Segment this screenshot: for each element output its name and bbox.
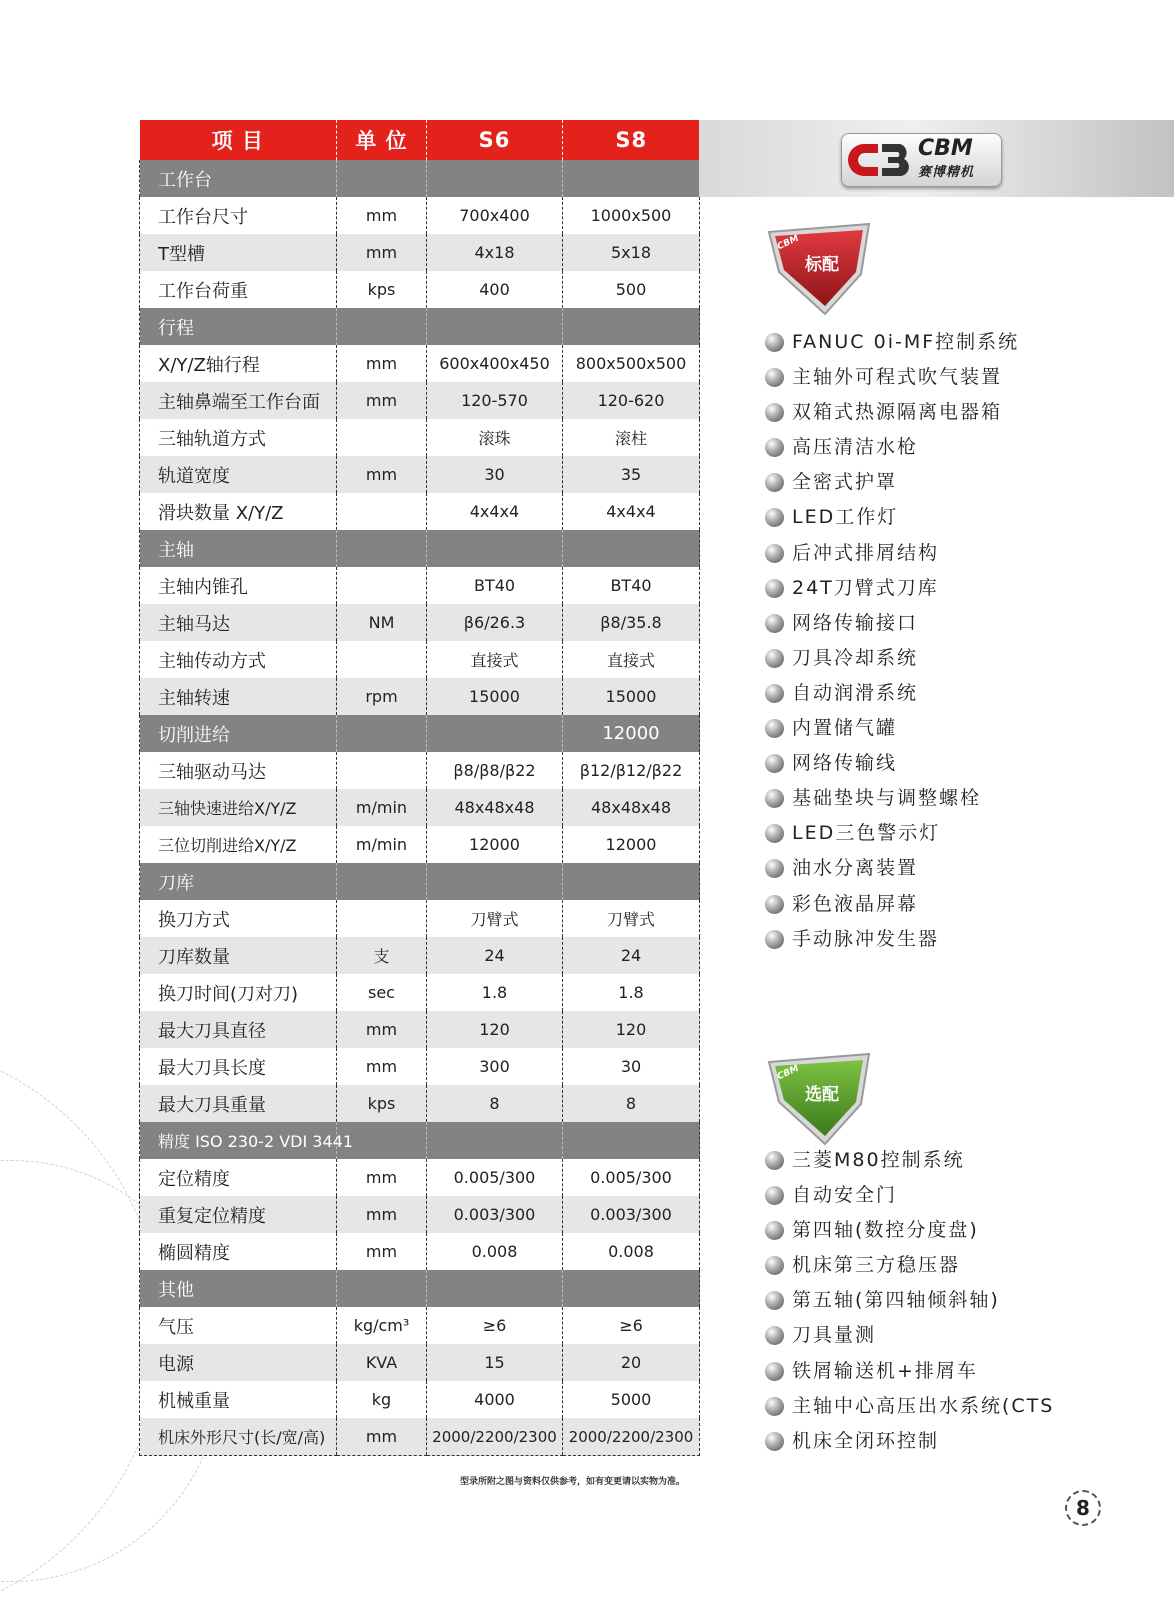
unit-cell <box>337 160 427 197</box>
unit-cell: mm <box>337 197 427 234</box>
bullet-icon <box>765 1362 784 1381</box>
s8-value: 直接式 <box>563 641 700 678</box>
standard-badge <box>765 222 875 317</box>
s8-value: 12000 <box>563 715 700 752</box>
feature-text: 双箱式热源隔离电器箱 <box>792 401 1003 424</box>
row-label: 轨道宽度 <box>140 456 337 493</box>
row-label: 最大刀具长度 <box>140 1048 337 1085</box>
table-row <box>140 419 700 456</box>
s8-value: 500 <box>563 271 700 308</box>
standard-badge-brand: CBM <box>775 233 801 253</box>
s6-value: 4000 <box>427 1381 563 1418</box>
s8-value: 0.003/300 <box>563 1196 700 1233</box>
bullet-icon <box>765 859 784 878</box>
bullet-icon <box>765 544 784 563</box>
table-row <box>140 1418 700 1456</box>
table-row <box>140 1159 700 1196</box>
s8-value: 0.008 <box>563 1233 700 1270</box>
s8-value: 0.005/300 <box>563 1159 700 1196</box>
s6-value <box>427 530 563 567</box>
row-label: 机械重量 <box>140 1381 337 1418</box>
table-row <box>140 1233 700 1270</box>
s8-value: 8 <box>563 1085 700 1122</box>
row-label: 电源 <box>140 1344 337 1381</box>
unit-cell: m/min <box>337 826 427 863</box>
s6-value: 0.008 <box>427 1233 563 1270</box>
bullet-icon <box>765 508 784 527</box>
row-label: 机床外形尺寸(长/宽/高) <box>140 1418 337 1456</box>
unit-cell: mm <box>337 234 427 271</box>
row-label: 刀库数量 <box>140 937 337 974</box>
unit-cell: mm <box>337 382 427 419</box>
s6-value <box>427 1270 563 1307</box>
s8-value <box>563 1122 700 1159</box>
bullet-icon <box>765 368 784 387</box>
s8-value <box>563 863 700 900</box>
section-row <box>140 863 700 900</box>
spec-table-body <box>140 160 700 1456</box>
table-row <box>140 567 700 604</box>
unit-cell: mm <box>337 1418 427 1456</box>
table-row <box>140 345 700 382</box>
bullet-icon <box>765 1397 784 1416</box>
row-label: 切削进给 <box>140 715 337 752</box>
table-row <box>140 604 700 641</box>
table-row <box>140 752 700 789</box>
table-row <box>140 1381 700 1418</box>
s8-value: 1000x500 <box>563 197 700 234</box>
s6-value: β8/β8/β22 <box>427 752 563 789</box>
s6-value: 0.005/300 <box>427 1159 563 1196</box>
row-label: 主轴内锥孔 <box>140 567 337 604</box>
unit-cell: kg <box>337 1381 427 1418</box>
unit-cell: NM <box>337 604 427 641</box>
standard-feature-item <box>765 641 1019 676</box>
unit-cell <box>337 641 427 678</box>
s8-value: 48x48x48 <box>563 789 700 826</box>
bullet-icon <box>765 754 784 773</box>
s8-value: 5000 <box>563 1381 700 1418</box>
s6-value: β6/26.3 <box>427 604 563 641</box>
row-label: 其他 <box>140 1270 337 1307</box>
brand-logo <box>841 133 1002 187</box>
s6-value <box>427 308 563 345</box>
standard-feature-item <box>765 887 1019 922</box>
table-row <box>140 1307 700 1344</box>
standard-feature-item <box>765 816 1019 851</box>
header-s8: S8 <box>563 120 700 160</box>
row-label: 定位精度 <box>140 1159 337 1196</box>
table-row <box>140 197 700 234</box>
cbm-logo-icon <box>848 138 914 182</box>
optional-badge-brand: CBM <box>775 1063 801 1083</box>
row-label: 气压 <box>140 1307 337 1344</box>
row-label: 主轴 <box>140 530 337 567</box>
unit-cell: kg/cm³ <box>337 1307 427 1344</box>
feature-text: 机床全闭环控制 <box>792 1429 940 1452</box>
header-item: 项 目 <box>140 120 337 160</box>
row-label: 椭圆精度 <box>140 1233 337 1270</box>
unit-cell <box>337 1270 427 1307</box>
feature-text: LED工作灯 <box>792 506 899 529</box>
feature-text: 刀具量测 <box>792 1324 877 1347</box>
s8-value <box>563 530 700 567</box>
s8-value: 800x500x500 <box>563 345 700 382</box>
row-label: 精度 ISO 230-2 VDI 3441 <box>140 1122 337 1159</box>
optional-feature-item <box>765 1389 1054 1424</box>
s8-value: 24 <box>563 937 700 974</box>
bullet-icon <box>765 438 784 457</box>
unit-cell <box>337 419 427 456</box>
s6-value: 300 <box>427 1048 563 1085</box>
page-number: 8 <box>1065 1490 1101 1526</box>
s6-value: 15 <box>427 1344 563 1381</box>
s6-value: 120 <box>427 1011 563 1048</box>
table-row <box>140 1011 700 1048</box>
feature-text: LED三色警示灯 <box>792 822 941 845</box>
standard-feature-item <box>765 395 1019 430</box>
feature-text: 自动润滑系统 <box>792 681 919 704</box>
unit-cell <box>337 530 427 567</box>
row-label: 主轴鼻端至工作台面 <box>140 382 337 419</box>
s8-value: 120 <box>563 1011 700 1048</box>
feature-text: 网络传输接口 <box>792 611 919 634</box>
unit-cell: mm <box>337 1159 427 1196</box>
bullet-icon <box>765 1221 784 1240</box>
table-row <box>140 826 700 863</box>
standard-feature-item <box>765 711 1019 746</box>
row-label: 三轴轨道方式 <box>140 419 337 456</box>
feature-text: 油水分离装置 <box>792 857 919 880</box>
row-label: 主轴马达 <box>140 604 337 641</box>
optional-feature-item <box>765 1318 1054 1353</box>
s6-value: 24 <box>427 937 563 974</box>
optional-feature-item <box>765 1283 1054 1318</box>
s6-value: 15000 <box>427 678 563 715</box>
row-label: 最大刀具直径 <box>140 1011 337 1048</box>
unit-cell <box>337 567 427 604</box>
s6-value: 1.8 <box>427 974 563 1011</box>
table-row <box>140 456 700 493</box>
s6-value: 30 <box>427 456 563 493</box>
table-row <box>140 1344 700 1381</box>
unit-cell <box>337 493 427 530</box>
optional-feature-item <box>765 1213 1054 1248</box>
s8-value: β12/β12/β22 <box>563 752 700 789</box>
row-label: 三位切削进给X/Y/Z <box>140 826 337 863</box>
feature-text: 铁屑输送机+排屑车 <box>792 1359 978 1382</box>
unit-cell: mm <box>337 1233 427 1270</box>
bullet-icon <box>765 930 784 949</box>
bullet-icon <box>765 1291 784 1310</box>
s6-value: 120-570 <box>427 382 563 419</box>
table-row <box>140 678 700 715</box>
feature-text: 高压清洁水枪 <box>792 436 919 459</box>
logo-text-cn: 赛博精机 <box>918 165 975 180</box>
bullet-icon <box>765 895 784 914</box>
row-label: X/Y/Z轴行程 <box>140 345 337 382</box>
bullet-icon <box>765 789 784 808</box>
feature-text: 手动脉冲发生器 <box>792 927 940 950</box>
s6-value: 48x48x48 <box>427 789 563 826</box>
table-row <box>140 493 700 530</box>
feature-text: 三菱M80控制系统 <box>792 1149 965 1171</box>
bullet-icon <box>765 1151 784 1170</box>
unit-cell: mm <box>337 456 427 493</box>
table-row <box>140 1196 700 1233</box>
optional-feature-item <box>765 1354 1054 1389</box>
bullet-icon <box>765 403 784 422</box>
row-label: 重复定位精度 <box>140 1196 337 1233</box>
table-header-row <box>140 120 700 160</box>
row-label: 主轴传动方式 <box>140 641 337 678</box>
s6-value: 400 <box>427 271 563 308</box>
table-row <box>140 271 700 308</box>
unit-cell: mm <box>337 1011 427 1048</box>
standard-feature-item <box>765 360 1019 395</box>
feature-text: 网络传输线 <box>792 752 898 775</box>
s6-value: 8 <box>427 1085 563 1122</box>
standard-feature-item <box>765 781 1019 816</box>
standard-feature-item <box>765 325 1019 360</box>
s8-value: 15000 <box>563 678 700 715</box>
row-label: 刀库 <box>140 863 337 900</box>
s6-value: BT40 <box>427 567 563 604</box>
logo-text-en: CBM <box>918 136 973 161</box>
s6-value <box>427 1122 563 1159</box>
unit-cell: mm <box>337 1196 427 1233</box>
section-row <box>140 530 700 567</box>
s8-value: 12000 <box>563 826 700 863</box>
section-row <box>140 160 700 197</box>
section-row <box>140 308 700 345</box>
header-unit: 单 位 <box>337 120 427 160</box>
bullet-icon <box>765 684 784 703</box>
s6-value: 4x18 <box>427 234 563 271</box>
optional-feature-item <box>765 1424 1054 1459</box>
s8-value: β8/35.8 <box>563 604 700 641</box>
optional-feature-item <box>765 1143 1054 1178</box>
s6-value <box>427 715 563 752</box>
bullet-icon <box>765 333 784 352</box>
s6-value: ≥6 <box>427 1307 563 1344</box>
feature-text: 第五轴(第四轴倾斜轴) <box>792 1289 1000 1312</box>
s8-value: 120-620 <box>563 382 700 419</box>
s8-value: 2000/2200/2300 <box>563 1418 700 1456</box>
row-label: 三轴驱动马达 <box>140 752 337 789</box>
standard-feature-item <box>765 746 1019 781</box>
standard-feature-item <box>765 606 1019 641</box>
standard-feature-item <box>765 922 1019 957</box>
feature-text: 刀具冷却系统 <box>792 646 919 669</box>
s8-value: BT40 <box>563 567 700 604</box>
feature-text: 机床第三方稳压器 <box>792 1254 961 1277</box>
bullet-icon <box>765 719 784 738</box>
row-label: 换刀方式 <box>140 900 337 937</box>
s8-value: 35 <box>563 456 700 493</box>
bullet-icon <box>765 824 784 843</box>
unit-cell: KVA <box>337 1344 427 1381</box>
row-label: T型槽 <box>140 234 337 271</box>
table-row <box>140 789 700 826</box>
row-label: 工作台 <box>140 160 337 197</box>
s6-value: 刀臂式 <box>427 900 563 937</box>
bullet-icon <box>765 614 784 633</box>
s6-value: 12000 <box>427 826 563 863</box>
table-row <box>140 900 700 937</box>
standard-features-list <box>765 325 1019 957</box>
s8-value <box>563 308 700 345</box>
standard-feature-item <box>765 676 1019 711</box>
unit-cell <box>337 863 427 900</box>
section-row <box>140 1122 700 1159</box>
feature-text: 24T刀臂式刀库 <box>792 576 939 599</box>
standard-feature-item <box>765 500 1019 535</box>
unit-cell: mm <box>337 345 427 382</box>
s8-value: 滚柱 <box>563 419 700 456</box>
s6-value: 直接式 <box>427 641 563 678</box>
unit-cell: sec <box>337 974 427 1011</box>
feature-text: 自动安全门 <box>792 1184 898 1207</box>
header-s6: S6 <box>427 120 563 160</box>
unit-cell: mm <box>337 1048 427 1085</box>
standard-feature-item <box>765 851 1019 886</box>
s8-value: 刀臂式 <box>563 900 700 937</box>
feature-text: 内置储气罐 <box>792 717 898 740</box>
s6-value: 2000/2200/2300 <box>427 1418 563 1456</box>
section-row <box>140 715 700 752</box>
standard-feature-item <box>765 536 1019 571</box>
optional-features-list <box>765 1143 1054 1459</box>
bullet-icon <box>765 649 784 668</box>
s8-value <box>563 1270 700 1307</box>
feature-text: 全密式护罩 <box>792 471 898 494</box>
bullet-icon <box>765 1326 784 1345</box>
feature-text: 主轴中心高压出水系统(CTS <box>792 1394 1055 1417</box>
standard-feature-item <box>765 465 1019 500</box>
standard-feature-item <box>765 430 1019 465</box>
optional-feature-item <box>765 1178 1054 1213</box>
table-row <box>140 382 700 419</box>
standard-badge-label: 标配 <box>805 255 839 275</box>
optional-feature-item <box>765 1248 1054 1283</box>
s6-value: 4x4x4 <box>427 493 563 530</box>
row-label: 工作台荷重 <box>140 271 337 308</box>
s6-value <box>427 160 563 197</box>
s6-value <box>427 863 563 900</box>
table-row <box>140 974 700 1011</box>
optional-badge-label: 选配 <box>805 1085 839 1105</box>
unit-cell: m/min <box>337 789 427 826</box>
bullet-icon <box>765 473 784 492</box>
s8-value: 20 <box>563 1344 700 1381</box>
table-row <box>140 641 700 678</box>
s6-value: 滚珠 <box>427 419 563 456</box>
unit-cell <box>337 715 427 752</box>
bullet-icon <box>765 579 784 598</box>
optional-badge <box>765 1052 875 1147</box>
row-label: 工作台尺寸 <box>140 197 337 234</box>
row-label: 主轴转速 <box>140 678 337 715</box>
feature-text: 第四轴(数控分度盘) <box>792 1219 979 1242</box>
feature-text: 后冲式排屑结构 <box>792 541 940 564</box>
s8-value: 4x4x4 <box>563 493 700 530</box>
unit-cell <box>337 308 427 345</box>
table-row <box>140 1048 700 1085</box>
s8-value: 30 <box>563 1048 700 1085</box>
table-row <box>140 234 700 271</box>
unit-cell: 支 <box>337 937 427 974</box>
unit-cell: kps <box>337 1085 427 1122</box>
feature-text: 彩色液晶屏幕 <box>792 892 919 915</box>
unit-cell: kps <box>337 271 427 308</box>
s8-value: 1.8 <box>563 974 700 1011</box>
disclaimer-note: 型录所附之图与资料仅供参考，如有变更请以实物为准。 <box>460 1477 686 1487</box>
section-row <box>140 1270 700 1307</box>
s8-value <box>563 160 700 197</box>
s6-value: 600x400x450 <box>427 345 563 382</box>
unit-cell <box>337 900 427 937</box>
bullet-icon <box>765 1186 784 1205</box>
spec-table <box>139 120 699 1456</box>
row-label: 换刀时间(刀对刀) <box>140 974 337 1011</box>
s6-value: 0.003/300 <box>427 1196 563 1233</box>
row-label: 行程 <box>140 308 337 345</box>
bullet-icon <box>765 1432 784 1451</box>
row-label: 最大刀具重量 <box>140 1085 337 1122</box>
s6-value: 700x400 <box>427 197 563 234</box>
row-label: 三轴快速进给X/Y/Z <box>140 789 337 826</box>
table-row <box>140 937 700 974</box>
s8-value: ≥6 <box>563 1307 700 1344</box>
feature-text: 主轴外可程式吹气装置 <box>792 366 1003 389</box>
row-label: 滑块数量 X/Y/Z <box>140 493 337 530</box>
table-row <box>140 1085 700 1122</box>
unit-cell: rpm <box>337 678 427 715</box>
feature-text: FANUC 0i-MF控制系统 <box>792 331 1020 353</box>
standard-feature-item <box>765 571 1019 606</box>
feature-text: 基础垫块与调整螺栓 <box>792 787 982 810</box>
s8-value: 5x18 <box>563 234 700 271</box>
unit-cell <box>337 752 427 789</box>
bullet-icon <box>765 1256 784 1275</box>
